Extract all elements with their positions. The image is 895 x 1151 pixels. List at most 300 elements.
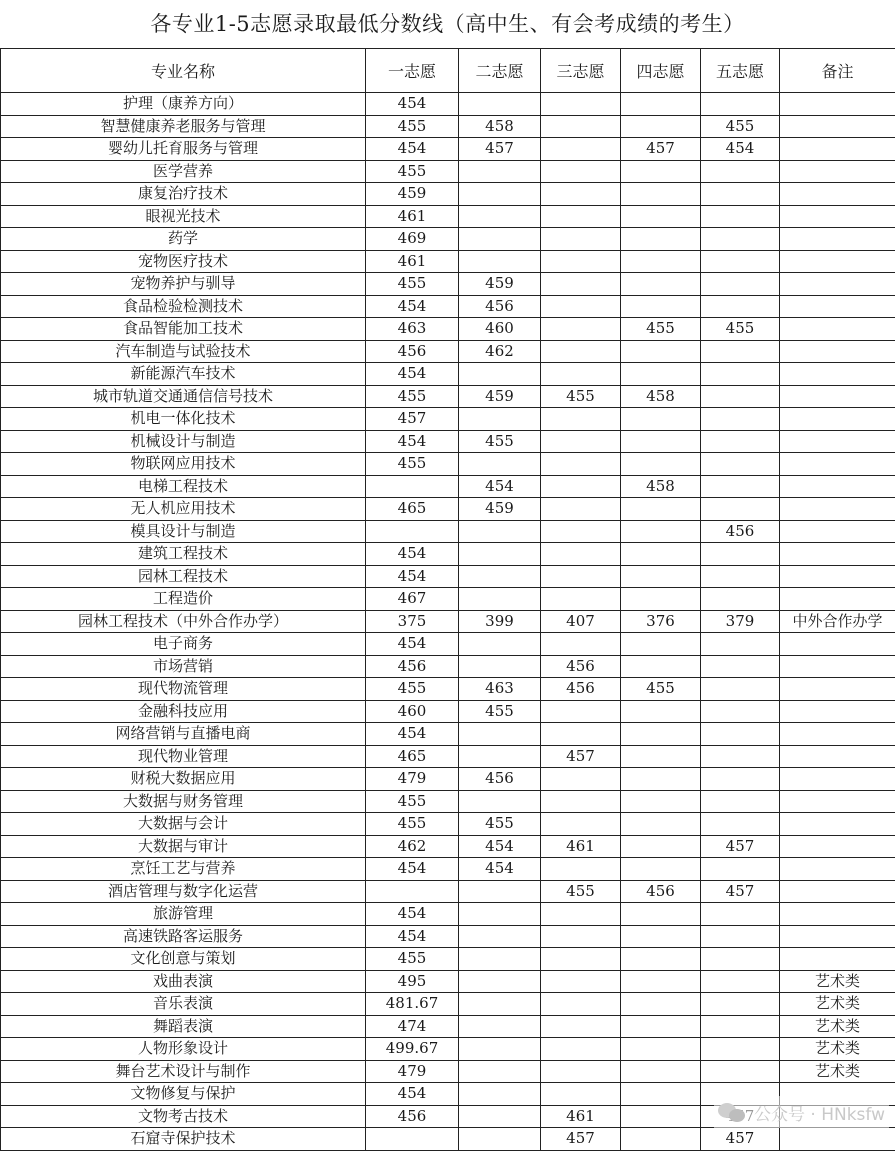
cell-major-name: 食品检验检测技术 — [1, 295, 366, 318]
table-row — [1, 723, 895, 746]
cell-major-name: 舞蹈表演 — [1, 1015, 366, 1038]
cell-note: 艺术类 — [780, 993, 895, 1016]
cell-choice-3 — [541, 430, 621, 453]
cell-choice-1: 465 — [366, 745, 459, 768]
cell-note — [780, 903, 895, 926]
cell-choice-3 — [541, 970, 621, 993]
cell-choice-3 — [541, 520, 621, 543]
cell-choice-5: 454 — [701, 138, 780, 161]
cell-choice-3 — [541, 318, 621, 341]
cell-choice-3 — [541, 205, 621, 228]
cell-note — [780, 183, 895, 206]
table-row — [1, 993, 895, 1016]
cell-choice-3 — [541, 948, 621, 971]
cell-note — [780, 115, 895, 138]
cell-choice-3 — [541, 700, 621, 723]
cell-choice-5 — [701, 93, 780, 116]
cell-choice-4 — [621, 1105, 701, 1128]
cell-note — [780, 295, 895, 318]
cell-choice-2 — [459, 565, 541, 588]
cell-choice-3: 455 — [541, 880, 621, 903]
table-row — [1, 880, 895, 903]
cell-major-name: 现代物业管理 — [1, 745, 366, 768]
table-row — [1, 408, 895, 431]
cell-choice-1: 495 — [366, 970, 459, 993]
cell-choice-1 — [366, 520, 459, 543]
cell-choice-2 — [459, 363, 541, 386]
cell-choice-2 — [459, 1105, 541, 1128]
cell-choice-2 — [459, 745, 541, 768]
header-choice-4: 四志愿 — [621, 49, 701, 93]
cell-choice-1: 481.67 — [366, 993, 459, 1016]
table-row — [1, 790, 895, 813]
cell-choice-2 — [459, 183, 541, 206]
cell-choice-3 — [541, 340, 621, 363]
cell-choice-1: 467 — [366, 588, 459, 611]
cell-major-name: 大数据与审计 — [1, 835, 366, 858]
cell-choice-1: 454 — [366, 633, 459, 656]
cell-note — [780, 273, 895, 296]
cell-choice-4 — [621, 768, 701, 791]
cell-choice-2 — [459, 790, 541, 813]
cell-choice-1: 454 — [366, 925, 459, 948]
cell-note — [780, 835, 895, 858]
cell-choice-3 — [541, 1083, 621, 1106]
table-row — [1, 250, 895, 273]
cell-major-name: 烹饪工艺与营养 — [1, 858, 366, 881]
cell-choice-2 — [459, 250, 541, 273]
cell-note — [780, 700, 895, 723]
cell-choice-3 — [541, 993, 621, 1016]
header-choice-1: 一志愿 — [366, 49, 459, 93]
cell-choice-1: 455 — [366, 273, 459, 296]
cell-choice-3 — [541, 93, 621, 116]
cell-choice-2 — [459, 453, 541, 476]
cell-choice-5 — [701, 993, 780, 1016]
cell-choice-4 — [621, 1060, 701, 1083]
cell-choice-5 — [701, 273, 780, 296]
cell-note — [780, 228, 895, 251]
table-row — [1, 1128, 895, 1151]
score-table — [0, 48, 895, 1151]
cell-note: 艺术类 — [780, 1038, 895, 1061]
cell-choice-5 — [701, 925, 780, 948]
cell-choice-4 — [621, 588, 701, 611]
cell-choice-3 — [541, 228, 621, 251]
cell-choice-4 — [621, 565, 701, 588]
cell-choice-4 — [621, 160, 701, 183]
cell-choice-1: 455 — [366, 160, 459, 183]
cell-note: 艺术类 — [780, 970, 895, 993]
cell-major-name: 现代物流管理 — [1, 678, 366, 701]
cell-choice-5 — [701, 1015, 780, 1038]
cell-choice-4 — [621, 498, 701, 521]
cell-choice-1: 456 — [366, 340, 459, 363]
cell-choice-5 — [701, 543, 780, 566]
cell-choice-1: 459 — [366, 183, 459, 206]
cell-choice-2 — [459, 588, 541, 611]
cell-choice-1: 375 — [366, 610, 459, 633]
cell-choice-1: 454 — [366, 138, 459, 161]
cell-choice-2: 455 — [459, 813, 541, 836]
cell-choice-3 — [541, 1060, 621, 1083]
cell-choice-4 — [621, 723, 701, 746]
cell-choice-5: 455 — [701, 115, 780, 138]
cell-choice-5 — [701, 498, 780, 521]
cell-choice-4 — [621, 925, 701, 948]
table-row — [1, 318, 895, 341]
cell-choice-4 — [621, 453, 701, 476]
cell-choice-2 — [459, 205, 541, 228]
cell-choice-3 — [541, 115, 621, 138]
cell-choice-1: 479 — [366, 768, 459, 791]
cell-major-name: 智慧健康养老服务与管理 — [1, 115, 366, 138]
cell-choice-2 — [459, 1128, 541, 1151]
cell-choice-3 — [541, 768, 621, 791]
table-row — [1, 835, 895, 858]
cell-note — [780, 205, 895, 228]
cell-note — [780, 160, 895, 183]
cell-note — [780, 318, 895, 341]
table-row — [1, 340, 895, 363]
cell-choice-5: 455 — [701, 318, 780, 341]
cell-major-name: 石窟寺保护技术 — [1, 1128, 366, 1151]
cell-choice-1 — [366, 1128, 459, 1151]
cell-major-name: 戏曲表演 — [1, 970, 366, 993]
table-row — [1, 228, 895, 251]
cell-choice-3 — [541, 588, 621, 611]
cell-major-name: 人物形象设计 — [1, 1038, 366, 1061]
cell-choice-2 — [459, 880, 541, 903]
table-row — [1, 430, 895, 453]
cell-choice-5 — [701, 790, 780, 813]
table-row — [1, 633, 895, 656]
table-body — [1, 93, 895, 1151]
cell-major-name: 大数据与财务管理 — [1, 790, 366, 813]
cell-choice-5 — [701, 970, 780, 993]
table-row — [1, 115, 895, 138]
cell-choice-5 — [701, 408, 780, 431]
cell-choice-4 — [621, 205, 701, 228]
cell-choice-5 — [701, 948, 780, 971]
cell-choice-3 — [541, 250, 621, 273]
cell-choice-5 — [701, 858, 780, 881]
cell-note — [780, 543, 895, 566]
cell-major-name: 物联网应用技术 — [1, 453, 366, 476]
cell-major-name: 医学营养 — [1, 160, 366, 183]
cell-choice-2: 463 — [459, 678, 541, 701]
cell-choice-1: 455 — [366, 948, 459, 971]
cell-choice-1: 454 — [366, 565, 459, 588]
cell-choice-3 — [541, 858, 621, 881]
cell-choice-2: 454 — [459, 835, 541, 858]
cell-choice-5 — [701, 183, 780, 206]
cell-choice-2: 459 — [459, 385, 541, 408]
cell-choice-5 — [701, 723, 780, 746]
cell-choice-1: 460 — [366, 700, 459, 723]
cell-choice-5 — [701, 475, 780, 498]
cell-choice-5 — [701, 588, 780, 611]
cell-note — [780, 813, 895, 836]
cell-choice-1: 455 — [366, 678, 459, 701]
cell-choice-2: 460 — [459, 318, 541, 341]
table-row — [1, 1015, 895, 1038]
cell-choice-3 — [541, 138, 621, 161]
header-choice-3: 三志愿 — [541, 49, 621, 93]
cell-major-name: 酒店管理与数字化运营 — [1, 880, 366, 903]
cell-choice-1: 454 — [366, 903, 459, 926]
cell-choice-1: 462 — [366, 835, 459, 858]
cell-note — [780, 363, 895, 386]
cell-major-name: 网络营销与直播电商 — [1, 723, 366, 746]
cell-choice-1: 456 — [366, 1105, 459, 1128]
cell-choice-4 — [621, 295, 701, 318]
cell-choice-1 — [366, 880, 459, 903]
cell-major-name: 无人机应用技术 — [1, 498, 366, 521]
cell-note — [780, 588, 895, 611]
cell-choice-3: 457 — [541, 1128, 621, 1151]
cell-major-name: 新能源汽车技术 — [1, 363, 366, 386]
cell-choice-2: 399 — [459, 610, 541, 633]
table-header-row — [1, 49, 895, 93]
cell-choice-4 — [621, 183, 701, 206]
cell-choice-5: 457 — [701, 835, 780, 858]
cell-choice-1: 454 — [366, 723, 459, 746]
cell-choice-3 — [541, 273, 621, 296]
cell-choice-4 — [621, 273, 701, 296]
table-row — [1, 205, 895, 228]
cell-note — [780, 138, 895, 161]
cell-choice-3 — [541, 790, 621, 813]
cell-choice-2: 454 — [459, 858, 541, 881]
cell-choice-1: 454 — [366, 858, 459, 881]
table-row — [1, 1060, 895, 1083]
cell-choice-2: 459 — [459, 273, 541, 296]
cell-choice-5 — [701, 250, 780, 273]
cell-choice-5: 379 — [701, 610, 780, 633]
page-title: 各专业1-5志愿录取最低分数线（高中生、有会考成绩的考生） — [0, 0, 895, 48]
table-row — [1, 160, 895, 183]
cell-choice-4 — [621, 1038, 701, 1061]
cell-choice-2 — [459, 993, 541, 1016]
table-row — [1, 1038, 895, 1061]
cell-choice-4 — [621, 520, 701, 543]
cell-choice-5 — [701, 295, 780, 318]
cell-choice-3 — [541, 295, 621, 318]
cell-note — [780, 768, 895, 791]
cell-choice-2 — [459, 228, 541, 251]
table-row — [1, 273, 895, 296]
cell-choice-4 — [621, 700, 701, 723]
header-major: 专业名称 — [1, 49, 366, 93]
cell-major-name: 音乐表演 — [1, 993, 366, 1016]
cell-major-name: 机械设计与制造 — [1, 430, 366, 453]
cell-choice-2 — [459, 655, 541, 678]
cell-choice-2: 455 — [459, 700, 541, 723]
cell-note — [780, 655, 895, 678]
cell-major-name: 高速铁路客运服务 — [1, 925, 366, 948]
table-row — [1, 520, 895, 543]
wechat-icon — [718, 1101, 748, 1123]
cell-choice-3: 457 — [541, 745, 621, 768]
cell-major-name: 模具设计与制造 — [1, 520, 366, 543]
cell-choice-4: 376 — [621, 610, 701, 633]
cell-choice-2 — [459, 633, 541, 656]
cell-choice-4 — [621, 93, 701, 116]
cell-choice-3 — [541, 903, 621, 926]
header-choice-2: 二志愿 — [459, 49, 541, 93]
cell-choice-4 — [621, 1128, 701, 1151]
cell-major-name: 药学 — [1, 228, 366, 251]
cell-choice-4 — [621, 745, 701, 768]
cell-major-name: 舞台艺术设计与制作 — [1, 1060, 366, 1083]
cell-choice-3 — [541, 183, 621, 206]
cell-choice-4 — [621, 970, 701, 993]
cell-note — [780, 520, 895, 543]
cell-major-name: 园林工程技术（中外合作办学） — [1, 610, 366, 633]
cell-choice-2: 457 — [459, 138, 541, 161]
cell-choice-3 — [541, 813, 621, 836]
cell-choice-4: 458 — [621, 385, 701, 408]
cell-choice-1: 499.67 — [366, 1038, 459, 1061]
cell-choice-2 — [459, 543, 541, 566]
cell-choice-5 — [701, 1038, 780, 1061]
cell-choice-1: 455 — [366, 813, 459, 836]
cell-note — [780, 475, 895, 498]
cell-choice-4 — [621, 250, 701, 273]
cell-choice-5 — [701, 655, 780, 678]
cell-note — [780, 678, 895, 701]
cell-choice-2: 456 — [459, 768, 541, 791]
cell-major-name: 工程造价 — [1, 588, 366, 611]
cell-choice-4 — [621, 835, 701, 858]
cell-choice-1: 455 — [366, 790, 459, 813]
watermark-text: 公众号 · HNksfw — [754, 1100, 885, 1125]
cell-choice-4 — [621, 115, 701, 138]
cell-choice-2: 462 — [459, 340, 541, 363]
cell-major-name: 建筑工程技术 — [1, 543, 366, 566]
cell-choice-2 — [459, 903, 541, 926]
cell-note — [780, 430, 895, 453]
table-row — [1, 700, 895, 723]
cell-choice-1: 461 — [366, 205, 459, 228]
cell-choice-4 — [621, 1083, 701, 1106]
table-row — [1, 138, 895, 161]
cell-choice-4 — [621, 813, 701, 836]
cell-major-name: 护理（康养方向） — [1, 93, 366, 116]
cell-note — [780, 858, 895, 881]
cell-choice-2: 458 — [459, 115, 541, 138]
cell-choice-4 — [621, 363, 701, 386]
cell-choice-3: 461 — [541, 835, 621, 858]
cell-choice-2 — [459, 1015, 541, 1038]
table-row — [1, 813, 895, 836]
cell-note — [780, 93, 895, 116]
cell-choice-4 — [621, 228, 701, 251]
table-row — [1, 745, 895, 768]
cell-choice-3 — [541, 453, 621, 476]
cell-choice-4 — [621, 858, 701, 881]
cell-major-name: 宠物养护与驯导 — [1, 273, 366, 296]
cell-choice-1: 479 — [366, 1060, 459, 1083]
table-row — [1, 363, 895, 386]
cell-major-name: 旅游管理 — [1, 903, 366, 926]
cell-note — [780, 880, 895, 903]
cell-choice-4 — [621, 903, 701, 926]
cell-choice-5: 457 — [701, 1128, 780, 1151]
cell-note — [780, 723, 895, 746]
cell-choice-3: 456 — [541, 678, 621, 701]
cell-major-name: 大数据与会计 — [1, 813, 366, 836]
cell-choice-4 — [621, 543, 701, 566]
cell-choice-1: 463 — [366, 318, 459, 341]
cell-choice-5 — [701, 1060, 780, 1083]
cell-major-name: 金融科技应用 — [1, 700, 366, 723]
cell-choice-2: 455 — [459, 430, 541, 453]
table-row — [1, 93, 895, 116]
cell-choice-2 — [459, 948, 541, 971]
cell-choice-4 — [621, 655, 701, 678]
cell-choice-5 — [701, 205, 780, 228]
cell-choice-5 — [701, 565, 780, 588]
header-note: 备注 — [780, 49, 895, 93]
cell-note — [780, 385, 895, 408]
cell-choice-5 — [701, 633, 780, 656]
table-row — [1, 610, 895, 633]
watermark — [714, 1096, 889, 1128]
cell-choice-3 — [541, 408, 621, 431]
cell-choice-5 — [701, 160, 780, 183]
cell-choice-5 — [701, 813, 780, 836]
cell-choice-1 — [366, 475, 459, 498]
cell-note: 艺术类 — [780, 1060, 895, 1083]
cell-note — [780, 565, 895, 588]
cell-choice-2 — [459, 1060, 541, 1083]
cell-choice-2 — [459, 723, 541, 746]
cell-note: 艺术类 — [780, 1015, 895, 1038]
cell-choice-2 — [459, 970, 541, 993]
cell-choice-4 — [621, 790, 701, 813]
cell-choice-4: 457 — [621, 138, 701, 161]
cell-major-name: 文物修复与保护 — [1, 1083, 366, 1106]
cell-choice-1: 469 — [366, 228, 459, 251]
cell-choice-3: 455 — [541, 385, 621, 408]
cell-choice-5 — [701, 700, 780, 723]
table-row — [1, 925, 895, 948]
cell-choice-2 — [459, 1083, 541, 1106]
cell-major-name: 机电一体化技术 — [1, 408, 366, 431]
cell-choice-4: 456 — [621, 880, 701, 903]
cell-choice-1: 454 — [366, 1083, 459, 1106]
cell-choice-3 — [541, 633, 621, 656]
table-row — [1, 543, 895, 566]
cell-major-name: 电梯工程技术 — [1, 475, 366, 498]
table-row — [1, 678, 895, 701]
cell-choice-3 — [541, 925, 621, 948]
cell-choice-4 — [621, 948, 701, 971]
cell-choice-1: 455 — [366, 453, 459, 476]
table-row — [1, 858, 895, 881]
table-row — [1, 655, 895, 678]
cell-major-name: 康复治疗技术 — [1, 183, 366, 206]
cell-choice-5 — [701, 340, 780, 363]
cell-choice-1: 461 — [366, 250, 459, 273]
cell-choice-5 — [701, 745, 780, 768]
table-row — [1, 588, 895, 611]
cell-note — [780, 633, 895, 656]
cell-choice-1: 455 — [366, 385, 459, 408]
cell-major-name: 宠物医疗技术 — [1, 250, 366, 273]
